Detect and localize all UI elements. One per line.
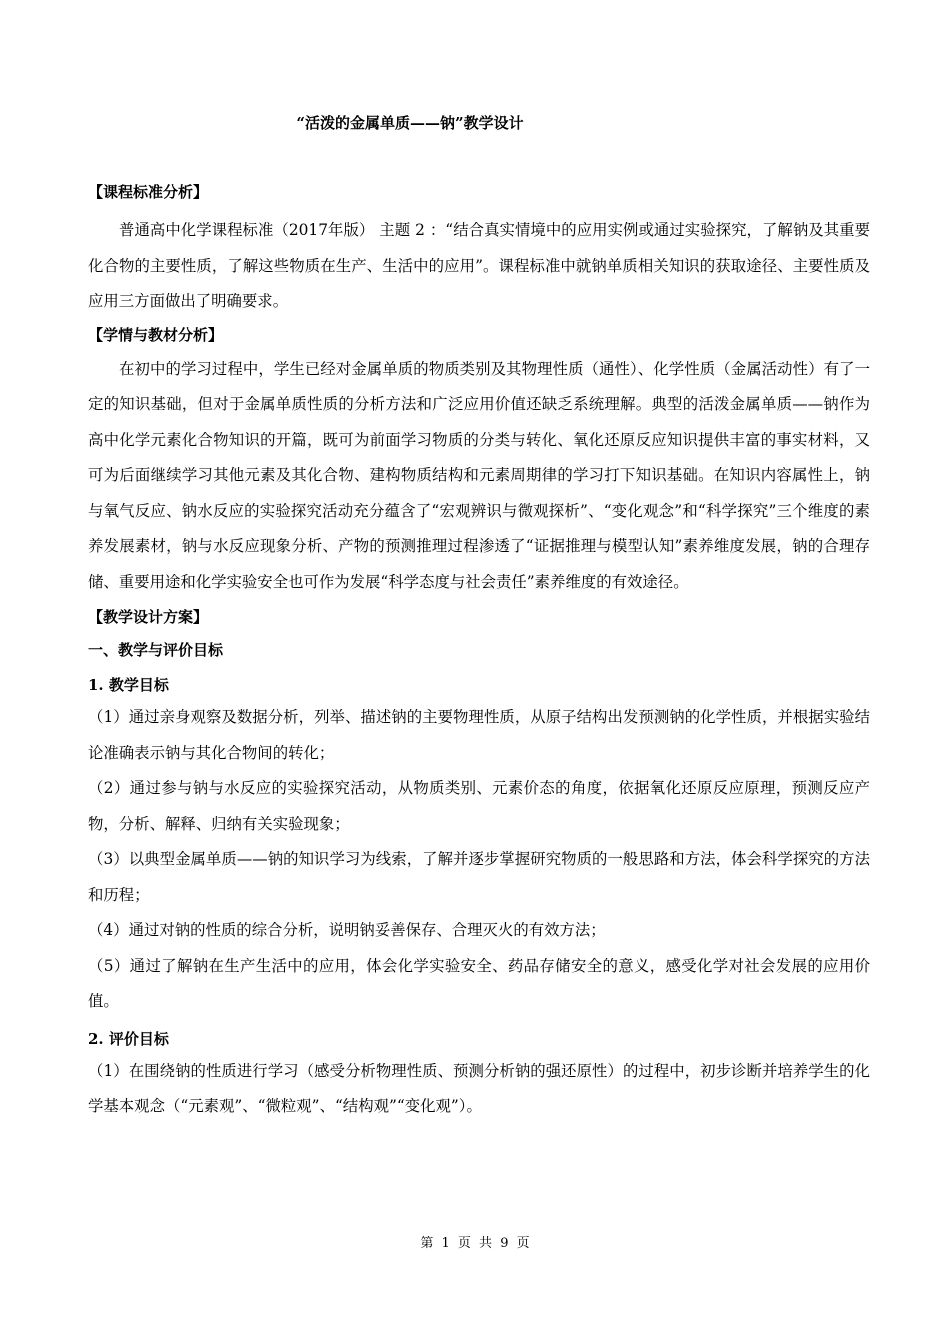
teaching-goal-item: （3）以典型金属单质——钠的知识学习为线索，了解并逐步掌握研究物质的一般思路和方法，体会科学探究的方法和历程； (88, 850, 870, 904)
teaching-goal-item: （5）通过了解钠在生产生活中的应用，体会化学实验安全、药品存储安全的意义，感受化学对社会发展的应用价值。 (88, 956, 870, 1010)
subsection-heading-evaluation: 2. 评价目标 (88, 1029, 169, 1048)
paragraph-student: 在初中的学习过程中，学生已经对金属单质的物质类别及其物理性质（通性）、化学性质（金属活动性）有了一定的知识基础，但对于金属单质性质的分析方法和广泛应用价值还缺乏系统理解。典型的活泼金属单质——钠作为高中化学元素化合物知识的开篇，既可为前面学习物质的分类与转化、氧化还原反应知识提供丰富的事实材料，又可为后面继续学习其他元素及其化合物、建构物质结构和元素周期律的学习打下知识基础。在知识内容属性上，钠与氧气反应、钠水反应的实验探究活动充分蕴含了“宏观辨识与微观探析”、“变化观念”和“科学探究”三个维度的素养发展素材，钠与水反应现象分析、产物的预测推理过程渗透了“证据推理与模型认知”素养维度发展，钠的合理存储、重要用途和化学实验安全也可作为发展“科学态度与社会责任”素养维度的有效途径。 (88, 359, 870, 591)
section-heading-student: 【学情与教材分析】 (88, 325, 224, 344)
subsection-heading-teaching: 1. 教学目标 (88, 676, 169, 694)
page-footer: 第 1 页 共 9 页 (420, 1236, 530, 1251)
paragraph-standard: 普通高中化学课程标准（2017年版） 主题 2 ：“结合真实情境中的应用实例或通过实验探究，了解钠及其重要化合物的主要性质，了解这些物质在生产、生活中的应用”。课程标准中就钠单质相关知识的获取途径、主要性质及应用三方面做出了明确要求。 (88, 221, 870, 310)
document-title: “活泼的金属单质——钠”教学设计 (296, 114, 524, 132)
document-body (88, 181, 870, 1125)
teaching-goal-item: （4）通过对钠的性质的综合分析，说明钠妥善保存、合理灭火的有效方法； (88, 921, 606, 939)
section-heading-plan: 【教学设计方案】 (88, 608, 209, 626)
section-heading-standard: 【课程标准分析】 (88, 183, 209, 201)
teaching-goal-item: （2）通过参与钠与水反应的实验探究活动，从物质类别、元素价态的角度，依据氧化还原反应原理，预测反应产物，分析、解释、归纳有关实验现象； (88, 779, 870, 833)
section-heading-goals: 一、教学与评价目标 (88, 641, 224, 659)
teaching-goal-item: （1）通过亲身观察及数据分析，列举、描述钠的主要物理性质，从原子结构出发预测钠的化学性质，并根据实验结论准确表示钠与其化合物间的转化； (88, 708, 870, 762)
evaluation-goal-item: （1）在围绕钠的性质进行学习（感受分析物理性质、预测分析钠的强还原性）的过程中，初步诊断并培养学生的化学基本观念（“元素观”、“微粒观”、“结构观”“变化观”）。 (88, 1061, 870, 1115)
